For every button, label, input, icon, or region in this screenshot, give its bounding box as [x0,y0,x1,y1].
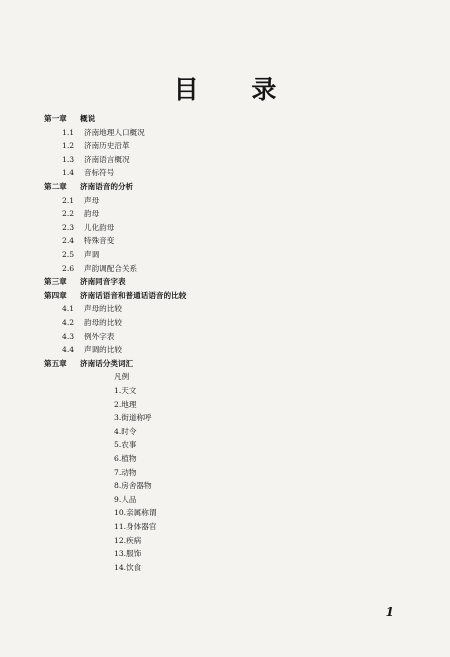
toc-entry-title: 济南话分类词汇 [80,358,134,368]
toc-entry-title: 1.天文 [114,386,137,395]
toc-entry-title: 济南语言概况 [84,154,130,164]
toc-entry-title: 济南历史沿革 [84,141,130,151]
toc-entry-title: 声母的比较 [84,304,122,314]
toc-entry-number: 4.1 [62,304,75,314]
toc-entry-number: 1.1 [62,127,75,137]
toc-entry-number: 第二章 [44,182,67,191]
page-title: 目 录 [173,75,299,104]
toc-entry-title: 8.房舍器物 [114,481,152,491]
toc-entry-title: 13.服饰 [114,549,142,559]
toc-entry-number: 1.3 [62,154,75,164]
toc-entry-title: 音标符号 [84,168,115,178]
toc-entry-number: 2.4 [62,236,75,246]
toc-entry-title: 5.农事 [114,440,137,450]
toc-entry-number: 2.6 [62,263,75,273]
toc-entry-number: 2.5 [62,250,75,259]
toc-entry-title: 9.人品 [114,494,137,504]
toc-entry-title: 3.街道称呼 [114,413,152,423]
toc-entry-title: 7.动物 [114,467,137,477]
toc-entry-title: 10.亲属称谓 [114,508,157,518]
toc-entry-title: 声调 [84,250,100,259]
toc-entry-title: 4.时令 [114,426,137,436]
toc-entry-title: 声韵调配合关系 [84,263,138,273]
toc-entry-title: 11.身体器官 [114,522,157,531]
toc-entry-title: 儿化韵母 [84,222,115,232]
toc-entry-title: 济南话语音和普通话语音的比较 [80,290,187,300]
toc-entry-number: 2.2 [62,209,75,219]
page-number: 1 [385,605,394,619]
toc-entry-title: 声母 [84,195,100,205]
toc-entry-number: 4.3 [62,331,75,341]
toc-entry-title: 6.植物 [114,454,137,463]
toc-entry-number: 1.4 [62,168,75,178]
toc-entry-number: 2.3 [62,222,75,232]
toc-entry-number: 第一章 [44,114,67,123]
toc-entry-number: 4.2 [62,318,75,327]
toc-entry-title: 韵母的比较 [84,318,122,327]
toc-entry-title: 济南地理人口概况 [84,127,145,137]
toc-entry-number: 第五章 [44,358,67,368]
toc-entry-title: 2.地理 [114,399,137,409]
toc-entry-title: 济南同音字表 [80,277,126,287]
toc-entry-number: 第三章 [44,277,67,287]
toc-entry-title: 特殊音变 [84,236,115,246]
toc-entry-title: 概说 [80,114,96,123]
toc-entry-title: 济南语音的分析 [80,182,134,191]
toc-entry-number: 第四章 [44,290,67,300]
toc-entry-title: 韵母 [84,209,100,219]
toc-entry-number: 1.2 [62,141,75,151]
toc-entry-number: 2.1 [62,195,75,205]
toc-entry-title: 凡例 [114,372,130,382]
toc-entry-title: 例外字表 [84,331,115,341]
toc-entry-number: 4.4 [62,345,75,355]
toc-entry-title: 14.饮食 [114,562,142,572]
toc-entry-title: 声调的比较 [84,345,122,355]
toc-entry-title: 12.疾病 [114,535,142,545]
